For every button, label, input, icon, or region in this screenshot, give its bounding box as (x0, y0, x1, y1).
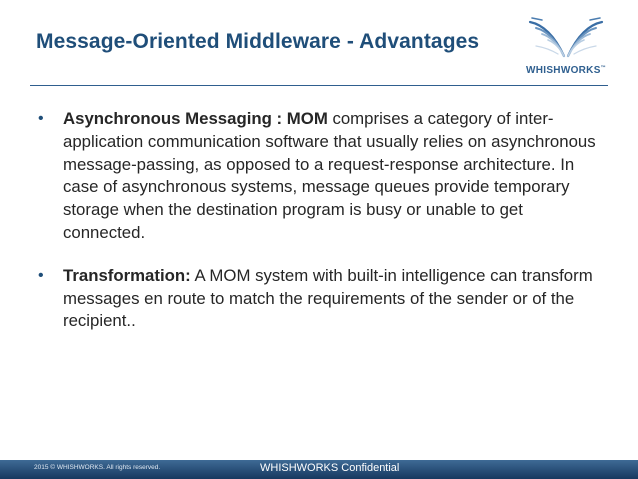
footer-confidential-label: WHISHWORKS Confidential (260, 462, 400, 474)
title-divider (30, 85, 608, 86)
bullet-dot-icon: • (38, 266, 44, 284)
logo-text: WHISHWORKS (526, 65, 601, 76)
footer-bar (0, 460, 638, 479)
wings-logo-icon (528, 16, 604, 66)
bullet-item-asynchronous-messaging (38, 108, 598, 245)
logo-wordmark (520, 65, 612, 76)
bullet-text: comprises a category of inter-application communication software that usually relies on asynchronous message-passing, as opposed to a request-response architecture. In case of asynchronous systems, message queues provide temporary storage when the destination program is busy or unable to get connected. (63, 109, 596, 242)
footer-copyright: 2015 © WHISHWORKS. All rights reserved. (34, 464, 161, 471)
slide-title: Message-Oriented Middleware - Advantages (36, 30, 480, 53)
bullet-dot-icon: • (38, 110, 44, 127)
bullet-text: A MOM system with built-in intelligence can transform messages en route to match the requirements of the sender or of the recipient.. (63, 265, 593, 331)
company-logo (520, 16, 612, 82)
bullet-heading: Transformation: (63, 265, 191, 285)
bullet-item-transformation (38, 265, 598, 333)
bullet-list (38, 108, 598, 353)
logo-trademark: ™ (600, 65, 606, 71)
bullet-heading: Asynchronous Messaging : MOM (63, 109, 328, 128)
